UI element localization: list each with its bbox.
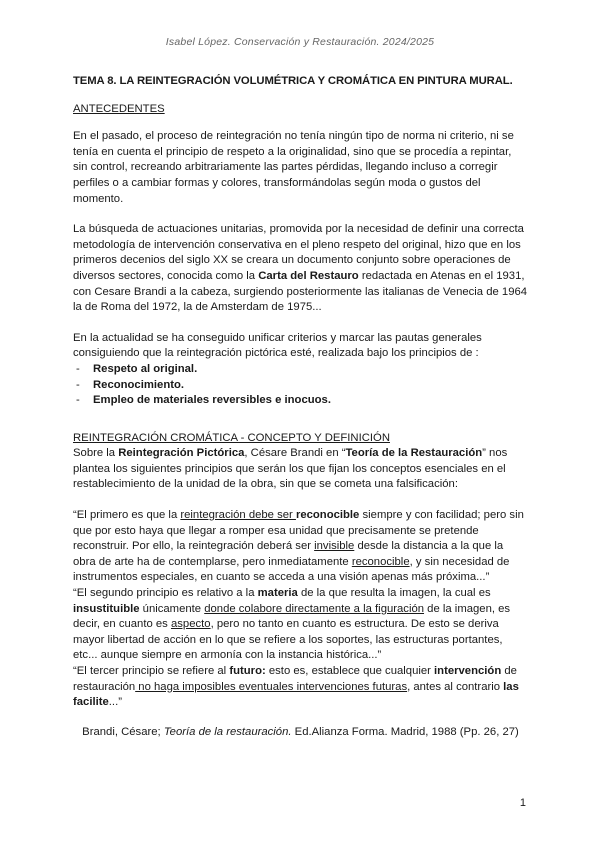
- quote-2: “El segundo principio es relativo a la materia de la que resulta la imagen, la cual es insustituible únicamente donde colabore directamente a la figuración de la imagen, es decir, en cuanto es aspecto, pero no tanto en cuanto es estructura. De esto se deriva mayor libertad de acción en lo que se refiere a los soportes, las estructuras portantes, etc... aunque siempre en armonía con la instancia histórica...”: [73, 587, 511, 662]
- section-heading-reintegracion: REINTEGRACIÓN CROMÁTICA - CONCEPTO Y DEFINICIÓN: [73, 431, 390, 444]
- quote-3: “El tercer principio se refiere al futuro: esto es, establece que cualquier intervención de restauración no haga imposibles eventuales intervenciones futuras, antes al contrario las facilite...”: [73, 665, 519, 709]
- citation: Brandi, Césare; Teoría de la restauración. Ed.Alianza Forma. Madrid, 1988 (Pp. 26, 27): [82, 725, 519, 738]
- quote-1: “El primero es que la reintegración debe ser reconocible siempre y con facilidad; pero sin que por esto haya que llegar a romper esa unidad que precisamente se pretende reconstruir. Por ello, la reintegración deberá ser invisible desde la distancia a la que la obra de arte ha de contemplarse, pero inmediatamente reconocible, y sin necesidad de instrumentos especiales, en cuanto se acceda a una visión apenas más próxima...”: [73, 509, 524, 584]
- section-heading-antecedentes: ANTECEDENTES: [73, 102, 165, 115]
- paragraph-1: En el pasado, el proceso de reintegración no tenía ningún tipo de norma ni criterio, ni se tenía en cuenta el principio de respeto a la originalidad, sino que se procedía a repintar, sin control, recreando arbitrariamente las partes pérdidas, llegando incluso a corregir perfiles o a cambiar formas y colores, transformándolas según moda o gustos del momento.: [73, 130, 514, 205]
- intro-paragraph: Sobre la Reintegración Pictórica, Césare Brandi en “Teoría de la Restauración” nos plantea los siguientes principios que serán los que fijan los conceptos esenciales en el restablecimiento de la unidad de la obra, sin que se cometa una falsificación:: [73, 447, 508, 491]
- list-item: - Respeto al original.: [73, 362, 528, 378]
- principles-list: [73, 362, 528, 409]
- list-item: - Reconocimiento.: [73, 378, 528, 394]
- carta-restauro-bold: Carta del Restauro: [258, 269, 359, 282]
- page-title: TEMA 8. LA REINTEGRACIÓN VOLUMÉTRICA Y CROMÁTICA EN PINTURA MURAL.: [73, 75, 513, 87]
- list-item: - Empleo de materiales reversibles e inocuos.: [73, 393, 528, 409]
- paragraph-3: En la actualidad se ha conseguido unificar criterios y marcar las pautas generales consiguiendo que la reintegración pictórica esté, realizada bajo los principios de :: [73, 331, 482, 360]
- page-number: 1: [519, 797, 526, 809]
- running-header: Isabel López. Conservación y Restauración. 2024/2025: [165, 36, 435, 48]
- document-body: [73, 74, 528, 740]
- paragraph-2: La búsqueda de actuaciones unitarias, promovida por la necesidad de definir una correcta metodología de intervención conservativa en el pleno respeto del original, hizo que en los primeros decenios del siglo XX se creara un documento conjunto sobre operaciones de diversos sectores, conocida como la Carta del Restauro redactada en Atenas en el 1931, con Cesare Brandi a la cabeza, surgiendo posteriormente las italianas de Venecia de 1964 la de Roma del 1972, la de Amsterdam de 1975...: [73, 223, 528, 314]
